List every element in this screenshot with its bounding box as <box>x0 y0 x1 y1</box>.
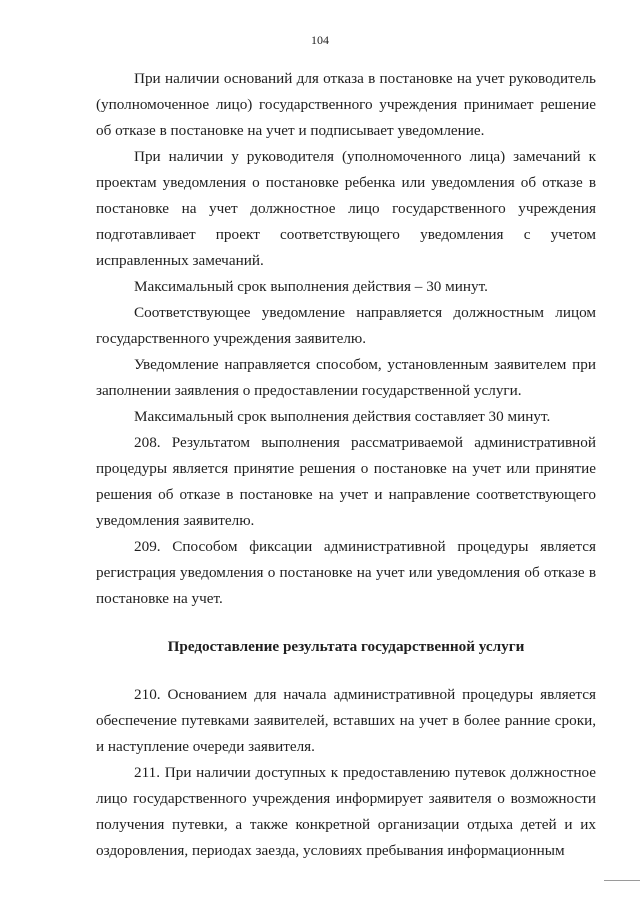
paragraph: При наличии у руководителя (уполномоченного лица) замечаний к проектам уведомления о постановке ребенка или уведомления об отказе в постановке на учет должностное лицо государственного учреждения подготавливает проект соответствующего уведомления с учетом исправленных замечаний. <box>96 148 596 269</box>
paragraph: Максимальный срок выполнения действия – 30 минут. <box>134 278 488 295</box>
paragraph: При наличии оснований для отказа в постановке на учет руководитель (уполномоченное лицо) государственного учреждения принимает решение об отказе в постановке на учет и подписывает уведомление. <box>96 70 596 139</box>
paragraph-208: 208. Результатом выполнения рассматриваемой административной процедуры является принятие решения о постановке на учет или принятие решения об отказе в постановке на учет и направление соответствующего уведомления заявителю. <box>96 434 596 529</box>
paragraph: Максимальный срок выполнения действия составляет 30 минут. <box>134 408 551 425</box>
paragraph-211: 211. При наличии доступных к предоставлению путевок должностное лицо государственного учреждения информирует заявителя о возможности получения путевки, а также конкретной организации отдыха детей и их оздоровления, периодах заезда, условиях пребывания информационным <box>96 764 596 859</box>
scan-edge-mark <box>604 880 640 881</box>
paragraph-210: 210. Основанием для начала административной процедуры является обеспечение путевками заявителей, вставших на учет в более ранние сроки, и наступление очереди заявителя. <box>96 686 596 755</box>
paragraph: Уведомление направляется способом, установленным заявителем при заполнении заявления о предоставлении государственной услуги. <box>96 356 596 399</box>
document-body <box>96 66 596 864</box>
page-number: 104 <box>311 33 329 47</box>
paragraph-209: 209. Способом фиксации административной процедуры является регистрация уведомления о постановке на учет или уведомления об отказе в постановке на учет. <box>96 538 596 607</box>
paragraph: Соответствующее уведомление направляется должностным лицом государственного учреждения заявителю. <box>96 304 596 347</box>
section-heading: Предоставление результата государственной услуги <box>167 638 525 655</box>
